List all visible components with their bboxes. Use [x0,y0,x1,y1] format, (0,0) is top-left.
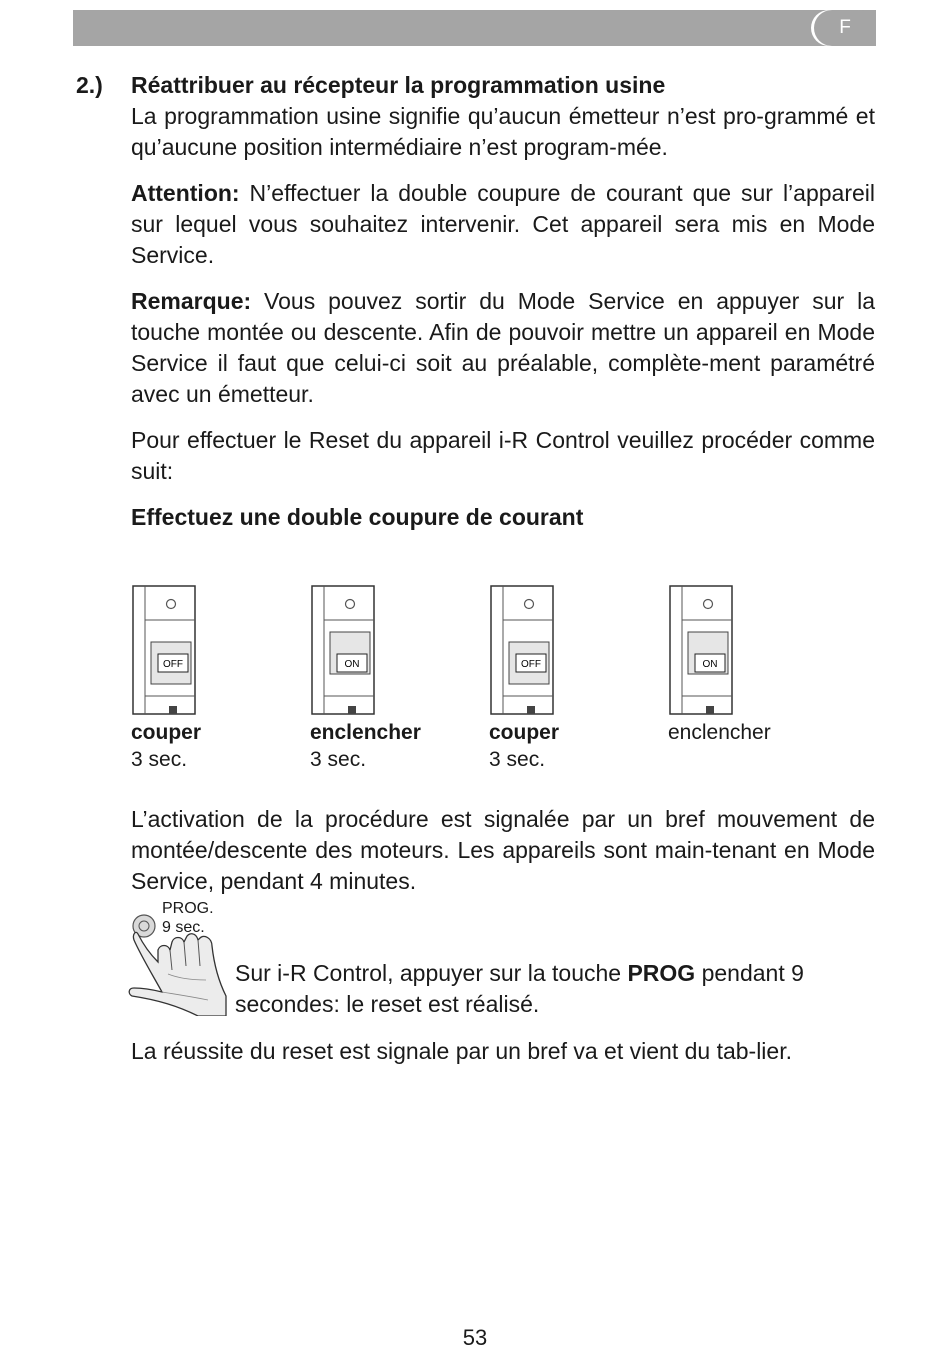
breaker-step-2 [310,584,485,773]
remark-label: Remarque: [131,288,252,314]
breaker-step-3 [489,584,664,773]
circuit-breaker-on-icon [668,584,738,716]
attention-text: N’effectuer la double coupure de courant que sur l’appareil sur lequel vous souhaitez intervenir. Cet appareil sera mis en Mode Service. [131,180,875,268]
language-badge: F [814,10,876,46]
prog-paragraph [235,958,875,1020]
remark-paragraph [131,286,875,410]
page-number: 53 [462,1325,488,1350]
step-action: couper [489,721,560,744]
circuit-breaker-off-icon [131,584,201,716]
section-title: Réattribuer au récepteur la programmation usine [131,72,666,98]
prog-duration-label: 9 sec. [162,919,205,936]
double-cut-heading: Effectuez une double coupure de courant [131,504,584,530]
prog-instruction [235,958,875,1020]
step-action: enclencher [668,721,771,744]
header-bar [73,10,876,46]
prog-key: PROG [627,960,696,986]
prog-key-label: PROG. [162,900,214,917]
prog-text-after: pendant 9 secondes: le reset est réalisé. [235,960,804,1017]
breaker-state-label: ON [702,659,718,670]
prog-text-before: Sur i-R Control, appuyer sur la touche [235,960,628,986]
final-block [131,1036,875,1067]
step-action: enclencher [310,721,421,744]
main-content [131,70,875,533]
breaker-state-label: ON [344,659,360,670]
breaker-step-1 [131,584,306,773]
breaker-state-label: OFF [163,659,183,670]
step-duration: 3 sec. [489,748,546,771]
final-paragraph: La réussite du reset est signale par un bref va et vient du tab-lier. [131,1038,792,1064]
breaker-sequence [131,584,851,784]
circuit-breaker-off-icon [489,584,559,716]
circuit-breaker-on-icon [310,584,380,716]
activation-paragraph: L’activation de la procédure est signalée par un bref mouvement de montée/descente des moteurs. Les appareils sont main-tenant en Mode Service, pendant 4 minutes. [131,806,875,894]
reset-intro-paragraph: Pour effectuer le Reset du appareil i-R Control veuillez procéder comme suit: [131,427,875,484]
breaker-state-label: OFF [521,659,541,670]
step-duration: 3 sec. [310,748,367,771]
section-number: 2.) [76,72,103,98]
step-action: couper [131,721,202,744]
remark-text: Vous pouvez sortir du Mode Service en appuyer sur la touche montée ou descente. Afin de pouvoir mettre un appareil en Mode Service il faut que celui-ci soit au préalable, complète-ment paramétré avec un émetteur. [131,288,875,407]
attention-label: Attention: [131,180,240,206]
intro-paragraph: La programmation usine signifie qu’aucun émetteur n’est pro-grammé et qu’aucune position intermédiaire n’est program-mée. [131,103,875,160]
activation-block [131,804,875,897]
prog-hint [162,899,214,937]
breaker-step-4 [668,584,843,746]
attention-paragraph [131,178,875,271]
step-duration: 3 sec. [131,748,188,771]
